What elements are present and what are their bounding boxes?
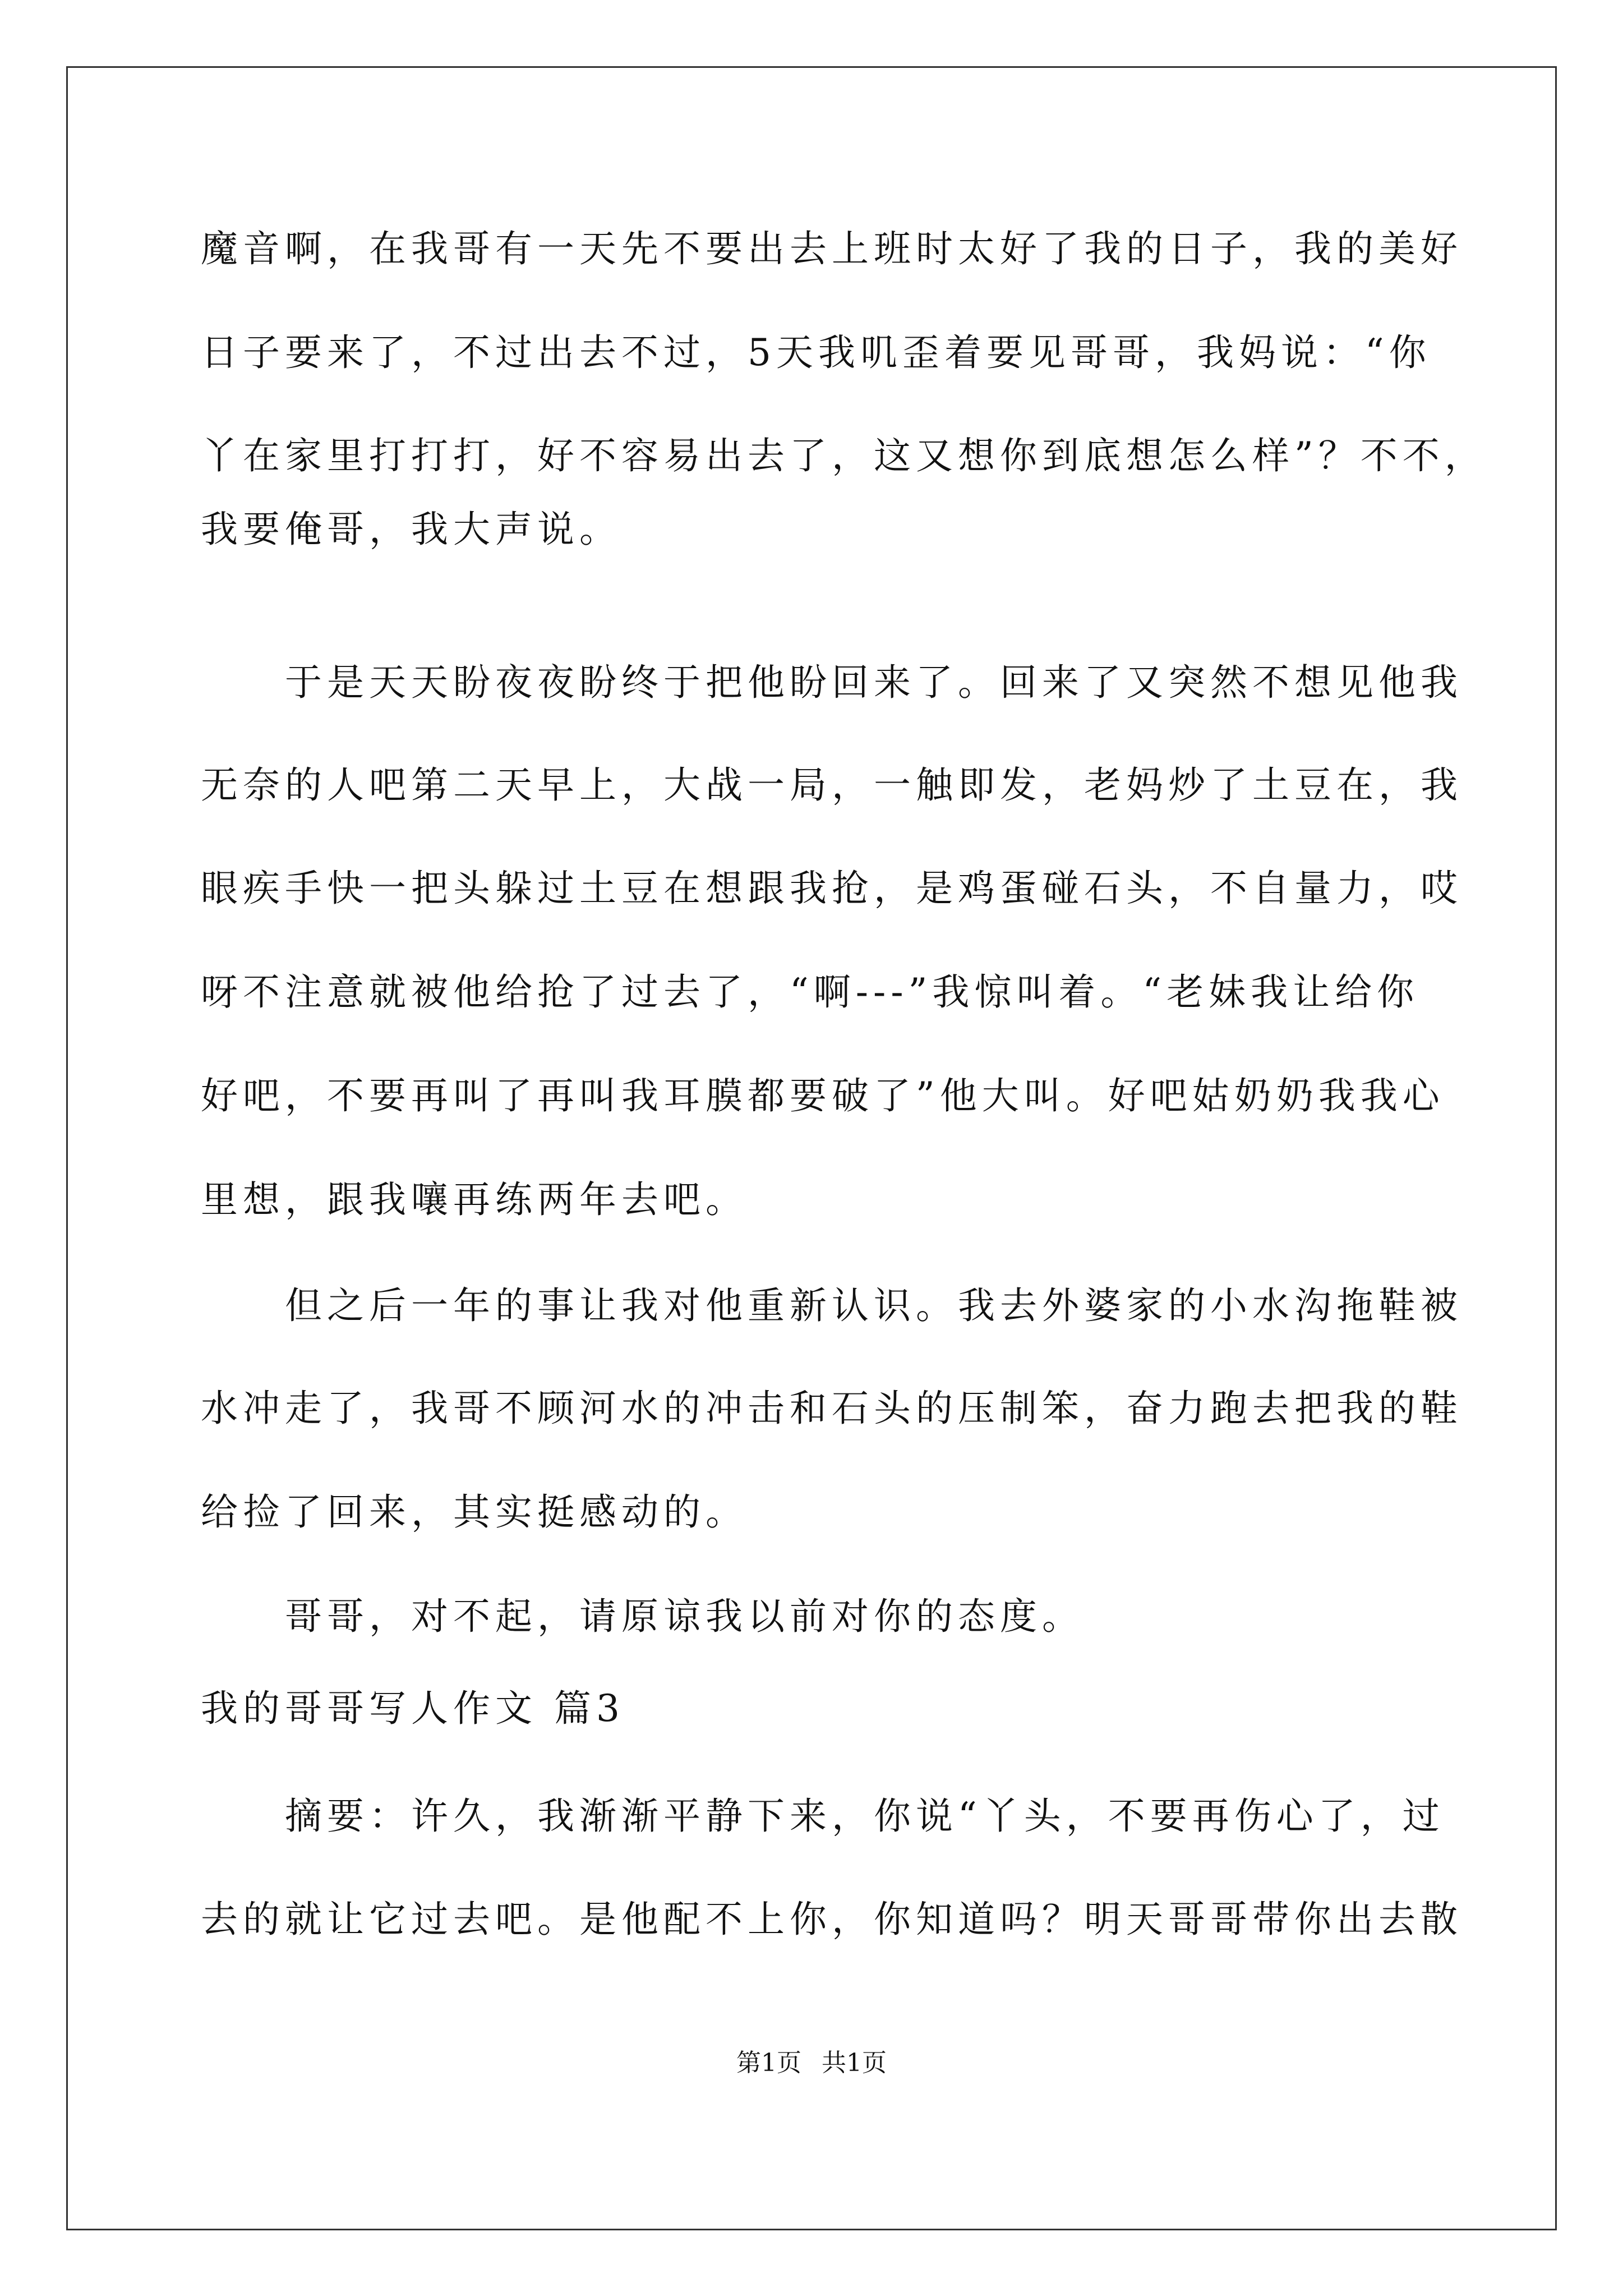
page-number: 第1页 [736,2049,801,2077]
text-line: 呀不注意就被他给抢了过去了，“啊---”我惊叫着。“老妹我让给你 [201,970,1419,1014]
text-line: 去的就让它过去吧。是他配不上你，你知道吗？明天哥哥带你出去散 [201,1898,1463,1941]
text-line: 摘要：许久，我渐渐平静下来，你说“丫头，不要再伤心了，过 [201,1795,1445,1838]
text-line: 里想，跟我嚷再练两年去吧。 [201,1178,748,1221]
text-line: 日子要来了，不过出去不过，5天我叽歪着要见哥哥，我妈说：“你 [201,331,1431,374]
text-line: 好吧，不要再叫了再叫我耳膜都要破了”他大叫。好吧姑奶奶我我心 [201,1074,1445,1117]
text-line: 水冲走了，我哥不顾河水的冲击和石头的压制笨，奋力跑去把我的鞋 [201,1387,1463,1430]
text-line: 眼疾手快一把头躲过土豆在想跟我抢，是鸡蛋碰石头，不自量力，哎 [201,867,1463,910]
text-line: 丫在家里打打打，好不容易出去了，这又想你到底想怎么样”？不不， [201,434,1487,477]
text-line: 无奈的人吧第二天早上，大战一局，一触即发，老妈炒了土豆在，我 [201,763,1463,807]
text-line: 给捡了回来，其实挺感动的。 [201,1490,748,1534]
text-line: 哥哥，对不起，请原谅我以前对你的态度。 [201,1595,1084,1638]
section-heading: 我的哥哥写人作文 篇3 [201,1687,625,1730]
page-footer [0,2047,1623,2079]
text-line: 但之后一年的事让我对他重新认识。我去外婆家的小水沟拖鞋被 [201,1284,1463,1327]
text-line: 于是天天盼夜夜盼终于把他盼回来了。回来了又突然不想见他我 [201,661,1463,704]
page-total: 共1页 [822,2049,887,2077]
text-line: 魔音啊，在我哥有一天先不要出去上班时太好了我的日子，我的美好 [201,227,1463,270]
text-line: 我要俺哥，我大声说。 [201,508,621,551]
